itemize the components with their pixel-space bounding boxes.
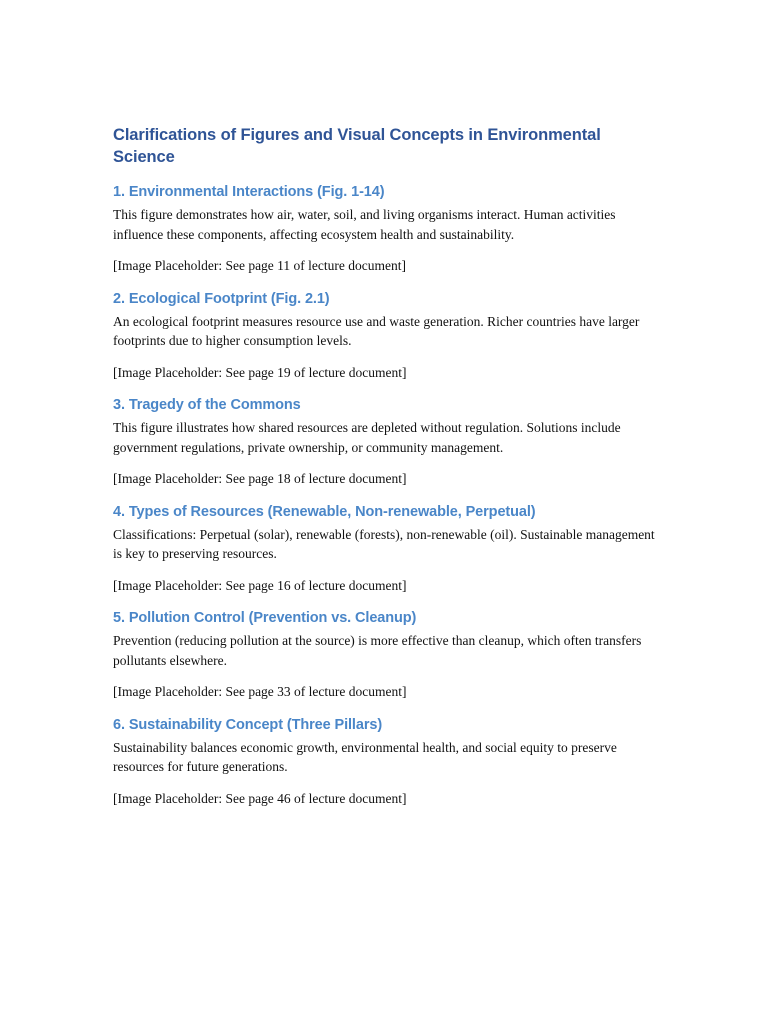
section-heading: 5. Pollution Control (Prevention vs. Cleanup) (113, 610, 417, 626)
section-body: Sustainability balances economic growth, environmental health, and social equity to preserve resources for future generations. (113, 739, 617, 774)
section-heading: 4. Types of Resources (Renewable, Non-renewable, Perpetual) (113, 503, 536, 520)
section-body: This figure illustrates how shared resources are depleted without regulation. Solutions include government regulations, private ownership, or community management. (113, 420, 621, 455)
section-body: An ecological footprint measures resource use and waste generation. Richer countries have larger footprints due to higher consumption levels. (113, 313, 640, 348)
section-body: Prevention (reducing pollution at the source) is more effective than cleanup, which often transfers pollutants elsewhere. (113, 633, 642, 668)
section-sustainability-concept (113, 715, 658, 809)
section-heading: 3. Tragedy of the Commons (113, 397, 301, 413)
image-placeholder: [Image Placeholder: See page 16 of lecture document] (113, 577, 407, 593)
document-page (113, 124, 658, 821)
image-placeholder: [Image Placeholder: See page 33 of lecture document] (113, 684, 407, 699)
image-placeholder: [Image Placeholder: See page 46 of lecture document] (113, 790, 407, 806)
section-pollution-control (113, 608, 658, 702)
section-tragedy-of-the-commons (113, 395, 658, 489)
section-environmental-interactions (113, 182, 658, 276)
image-placeholder: [Image Placeholder: See page 18 of lecture document] (113, 471, 407, 486)
section-heading: 6. Sustainability Concept (Three Pillars) (113, 716, 383, 733)
image-placeholder: [Image Placeholder: See page 11 of lecture document] (113, 258, 406, 273)
section-body: Classifications: Perpetual (solar), renewable (forests), non-renewable (oil). Sustainable management is key to preserving resources. (113, 526, 655, 561)
section-types-of-resources (113, 502, 658, 596)
document-title: Clarifications of Figures and Visual Concepts in Environmental Science (113, 126, 601, 166)
image-placeholder: [Image Placeholder: See page 19 of lecture document] (113, 364, 407, 380)
section-heading: 2. Ecological Footprint (Fig. 2.1) (113, 290, 330, 307)
section-heading: 1. Environmental Interactions (Fig. 1-14) (113, 184, 385, 200)
section-ecological-footprint (113, 289, 658, 383)
section-body: This figure demonstrates how air, water, soil, and living organisms interact. Human activities influence these components, affecting ecosystem health and sustainability. (113, 207, 616, 242)
